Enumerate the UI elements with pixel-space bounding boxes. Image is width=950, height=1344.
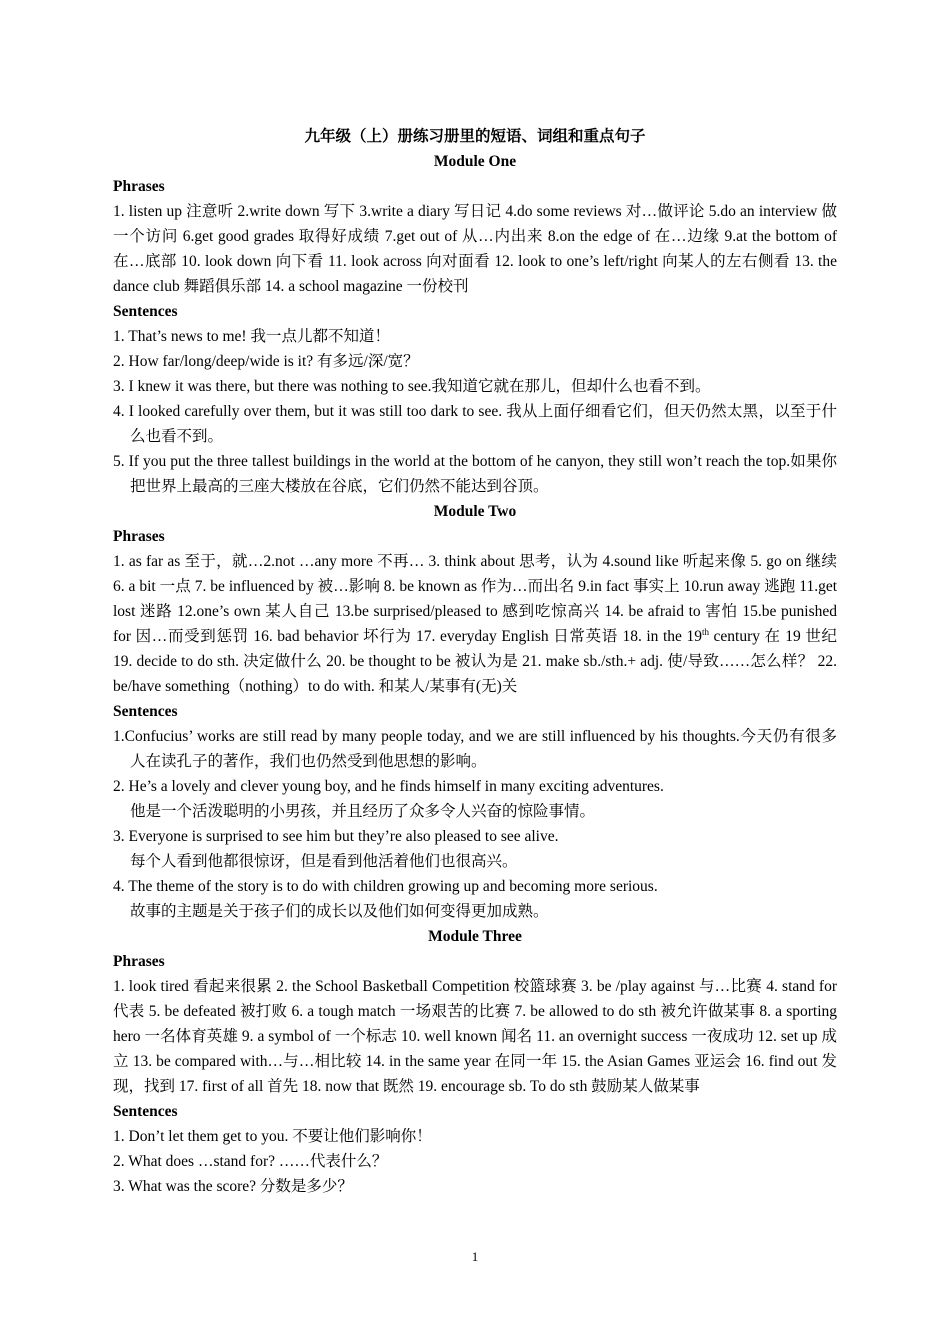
sentences-heading: Sentences [113, 303, 178, 320]
sentence-item: 1. That’s news to me! 我一点儿都不知道！ [113, 328, 390, 345]
phrases-heading: Phrases [113, 528, 165, 545]
sentence-chinese: 他是一个活泼聪明的小男孩，并且经历了众多令人兴奋的惊险事情。 [130, 803, 596, 820]
phrases-text: century 在 19 世纪 19. decide to do sth. 决定做什么 20. be thought to be 被认为是 21. make sb./sth.+ adj. 使/导致……怎么样？ 22. be/have something（nothing）to do with. 和某人/某事有(无)关 [113, 628, 837, 695]
sentence-item [113, 824, 837, 874]
module-heading: Module Two [433, 503, 517, 520]
sentence-chinese: 每个人看到他都很惊讶，但是看到他活着他们也很高兴。 [130, 853, 518, 870]
document-page [113, 124, 837, 1199]
sentence-english: 2. He’s a lovely and clever young boy, and he finds himself in many exciting adventures. [113, 778, 664, 795]
phrases-heading: Phrases [113, 953, 165, 970]
module-heading: Module One [433, 153, 517, 170]
phrases-paragraph: 1. look tired 看起来很累 2. the School Basketball Competition 校篮球赛 3. be /play against 与…比赛 4. stand for 代表 5. be defeated 被打败 6. a tough match 一场艰苦的比赛 7. be allowed to do sth 被允许做某事 8. a sporting hero 一名体育英雄 9. a symbol of 一个标志 10. well known 闻名 11. an overnight success 一夜成功 12. set up 成立 13. be compared with…与…相比较 14. in the same year 在同一年 15. the Asian Games 亚运会 16. find out 发现，找到 17. first of all 首先 18. now that 既然 19. encourage sb. To do sth 鼓励某人做某事 [113, 978, 837, 1095]
sentences-heading: Sentences [113, 1103, 178, 1120]
sentence-english: 3. Everyone is surprised to see him but they’re also pleased to see alive. [113, 828, 559, 845]
sentence-item: 3. I knew it was there, but there was nothing to see.我知道它就在那儿，但却什么也看不到。 [113, 378, 711, 395]
sentence-chinese: 故事的主题是关于孩子们的成长以及他们如何变得更加成熟。 [130, 903, 549, 920]
sentence-english: 4. The theme of the story is to do with children growing up and becoming more serious. [113, 878, 658, 895]
sentence-item: 1. Don’t let them get to you. 不要让他们影响你！ [113, 1128, 432, 1145]
ordinal-suffix: th [701, 626, 709, 637]
page-number: 1 [471, 1249, 479, 1264]
sentence-item: 1.Confucius’ works are still read by many people today, and we are still influenced by his thoughts.今天仍有很多人在读孔子的著作，我们也仍然受到他思想的影响。 [113, 728, 837, 770]
sentence-item: 3. What was the score? 分数是多少？ [113, 1178, 353, 1195]
sentence-item: 4. I looked carefully over them, but it was still too dark to see. 我从上面仔细看它们，但天仍然太黑，以至于什么也看不到。 [113, 403, 837, 445]
module-heading: Module Three [428, 928, 522, 945]
phrases-heading: Phrases [113, 178, 165, 195]
sentences-heading: Sentences [113, 703, 178, 720]
phrases-paragraph [113, 549, 837, 699]
sentence-item [113, 874, 837, 924]
phrases-text: 1. as far as 至于，就…2.not …any more 不再… 3. think about 思考，认为 4.sound like 听起来像 5. go on 继续 6. a bit 一点 7. be influenced by 被…影响 8. be known as 作为…而出名 9.in fact 事实上 10.run away 逃跑 11.get lost 迷路 12.one’s own 某人自己 13.be surprised/pleased to 感到吃惊高兴 14. be afraid to 害怕 15.be punished for 因…而受到惩罚 16. bad behavior 坏行为 17. everyday English 日常英语 18. in the 19 [113, 553, 837, 645]
sentence-item: 2. How far/long/deep/wide is it? 有多远/深/宽？ [113, 353, 419, 370]
page-title: 九年级（上）册练习册里的短语、词组和重点句子 [304, 128, 646, 145]
sentence-item [113, 774, 837, 824]
phrases-paragraph: 1. listen up 注意听 2.write down 写下 3.write a diary 写日记 4.do some reviews 对…做评论 5.do an interview 做一个访问 6.get good grades 取得好成绩 7.get out of 从…内出来 8.on the edge of 在…边缘 9.at the bottom of 在…底部 10. look down 向下看 11. look across 向对面看 12. look to one’s left/right 向某人的左右侧看 13. the dance club 舞蹈俱乐部 14. a school magazine 一份校刊 [113, 203, 837, 295]
sentence-item: 2. What does …stand for? ……代表什么？ [113, 1153, 388, 1170]
sentence-item: 5. If you put the three tallest buildings in the world at the bottom of he canyon, they still won’t reach the top.如果你把世界上最高的三座大楼放在谷底，它们仍然不能达到谷顶。 [113, 453, 837, 495]
